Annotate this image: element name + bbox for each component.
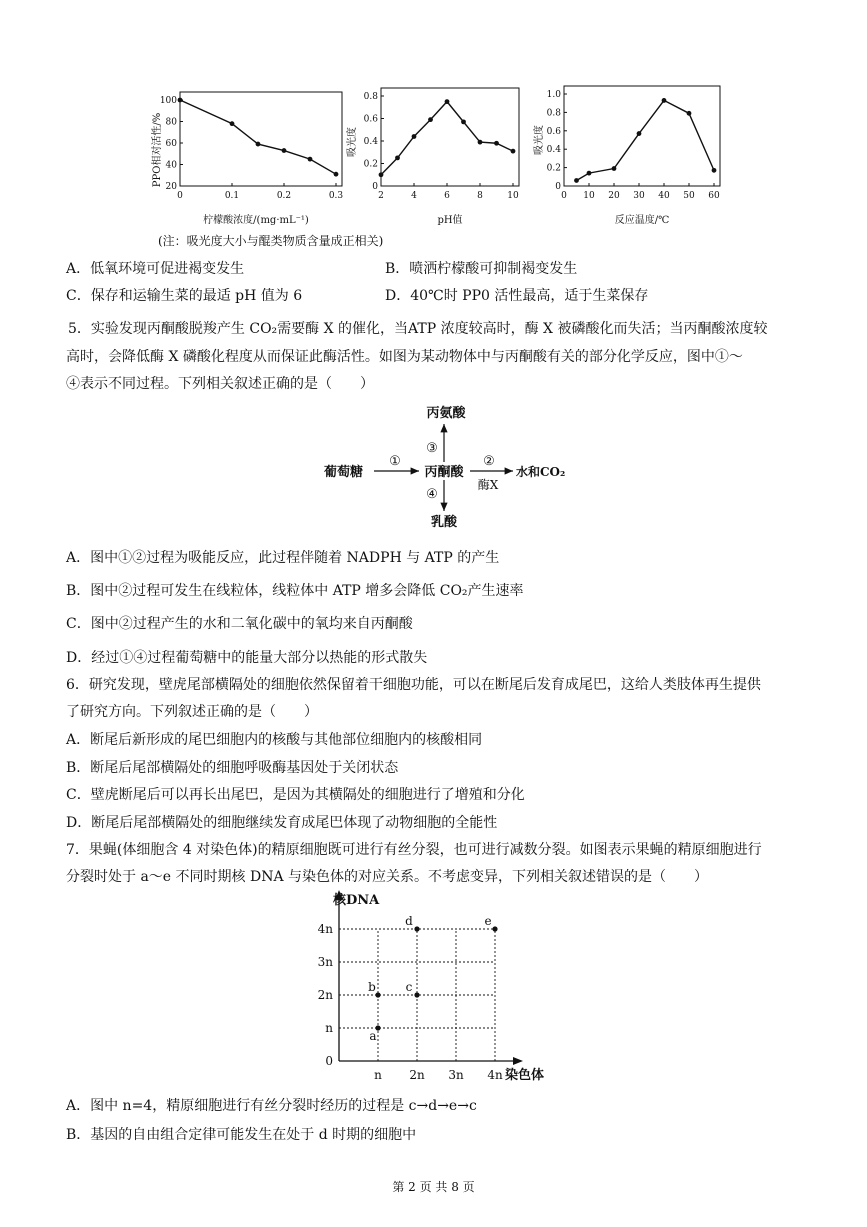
data-point bbox=[412, 134, 417, 139]
chart3-series bbox=[574, 98, 716, 183]
data-point bbox=[282, 148, 287, 153]
y-tick-label: 2n bbox=[317, 988, 333, 1002]
x-tick-label: 8 bbox=[477, 191, 483, 201]
x-tick-label: 60 bbox=[708, 191, 720, 201]
q4-option-a: A．低氧环境可促进褐变发生 bbox=[66, 261, 245, 277]
x-tick-label: 3n bbox=[448, 1068, 464, 1082]
x-tick-label: 0.3 bbox=[328, 191, 344, 201]
y-axis-label: 核DNA bbox=[333, 893, 380, 908]
data-point bbox=[428, 117, 433, 122]
point-label-a: a bbox=[369, 1029, 377, 1043]
q5-option-d: D．经过①④过程葡萄糖中的能量大部分以热能的形式散失 bbox=[66, 650, 428, 666]
data-point bbox=[494, 141, 499, 146]
chart-note: (注：吸光度大小与醌类物质含量成正相关) bbox=[158, 234, 384, 248]
q6-option-b: B．断尾后尾部横隔处的细胞呼吸酶基因处于关闭状态 bbox=[66, 760, 399, 776]
q5-option-a: A．图中①②过程为吸能反应，此过程伴随着 NADPH 与 ATP 的产生 bbox=[66, 550, 500, 566]
chart4-axes bbox=[318, 890, 544, 1083]
point-e bbox=[492, 926, 497, 931]
y-tick-label: 0.8 bbox=[546, 108, 561, 119]
q6-option-d: D．断尾后尾部横隔处的细胞继续发育成尾巴体现了动物细胞的全能性 bbox=[66, 815, 498, 831]
data-point bbox=[612, 166, 617, 171]
q5-stem-3: ④表示不同过程。下列相关叙述正确的是（ ） bbox=[66, 376, 374, 392]
point-c bbox=[414, 992, 419, 997]
dna-chromosome-chart bbox=[305, 886, 565, 1091]
q6-stem-2: 了研究方向。下列叙述正确的是（ ） bbox=[66, 704, 318, 720]
chart3-ylabel: 吸光度 bbox=[534, 125, 545, 155]
q7-option-a: A．图中 n=4，精原细胞进行有丝分裂时经历的过程是 c→d→e→c bbox=[66, 1098, 477, 1114]
diagram-bottom-label: 乳酸 bbox=[430, 515, 458, 530]
y-tick-label: 0.6 bbox=[546, 126, 561, 137]
data-point bbox=[256, 142, 261, 147]
q6-option-a: A．断尾后新形成的尾巴细胞内的核酸与其他部位细胞内的核酸相同 bbox=[66, 732, 483, 748]
diagram-right-label: 水和CO₂ bbox=[516, 465, 566, 479]
x-tick-label: 2n bbox=[409, 1068, 425, 1082]
data-point bbox=[379, 172, 384, 177]
x-axis-label: 染色体 bbox=[505, 1068, 545, 1083]
y-tick-label: 0.6 bbox=[363, 114, 378, 125]
point-label-b: b bbox=[368, 980, 376, 994]
q7-stem-2: 分裂时处于 a～e 不同时期核 DNA 与染色体的对应关系。不考虑变异，下列相关叙述错误的是（ ） bbox=[66, 869, 709, 885]
ppo-citric-chart bbox=[148, 82, 353, 230]
data-point bbox=[395, 155, 400, 160]
y-tick-label: 0.4 bbox=[546, 145, 561, 156]
data-point bbox=[478, 140, 483, 145]
chart2-ylabel: 吸光度 bbox=[347, 127, 358, 157]
point-label-d: d bbox=[405, 914, 413, 928]
y-tick-label: 0.2 bbox=[363, 159, 378, 170]
point-label-c: c bbox=[405, 980, 413, 994]
plot-frame bbox=[564, 86, 720, 186]
x-tick-label: 30 bbox=[633, 191, 645, 201]
q7-stem-1: 7．果蝇(体细胞含 4 对染色体)的精原细胞既可进行有丝分裂，也可进行减数分裂。如图表示果蝇的精原细胞进行 bbox=[66, 842, 762, 858]
data-point bbox=[308, 157, 313, 162]
chart3-axes bbox=[547, 86, 720, 201]
data-point bbox=[712, 168, 717, 173]
temperature-absorbance-chart bbox=[532, 82, 732, 230]
chart1-xlabel: 柠檬酸浓度/(mg·mL⁻¹) bbox=[203, 215, 309, 226]
diagram-c4: ④ bbox=[426, 487, 438, 502]
x-tick-label: 4 bbox=[411, 191, 417, 201]
chart1-series bbox=[178, 98, 339, 177]
x-tick-label: 20 bbox=[608, 191, 620, 201]
diagram-top-label: 丙氨酸 bbox=[426, 406, 466, 421]
y-tick-label: 4n bbox=[317, 922, 333, 936]
data-point bbox=[637, 131, 642, 136]
x-tick-label: n bbox=[374, 1068, 382, 1082]
chart2-series bbox=[379, 99, 516, 177]
diagram-enzyme: 酶X bbox=[477, 478, 499, 492]
chart1-ylabel: PPO相对活性/% bbox=[152, 112, 163, 188]
x-tick-label: 0.2 bbox=[276, 191, 292, 201]
data-point bbox=[662, 98, 667, 103]
series-line bbox=[180, 100, 336, 174]
q6-option-c: C．壁虎断尾后可以再长出尾巴，是因为其横隔处的细胞进行了增殖和分化 bbox=[66, 787, 525, 803]
y-tick-label: 0 bbox=[555, 182, 561, 192]
ph-absorbance-chart bbox=[345, 82, 530, 230]
chart1-axes bbox=[160, 92, 344, 201]
y-tick-label: 20 bbox=[165, 182, 177, 192]
x-tick-label: 0 bbox=[561, 191, 567, 201]
x-tick-label: 4n bbox=[487, 1068, 503, 1082]
pyruvate-diagram bbox=[320, 400, 570, 530]
y-tick-label: 80 bbox=[165, 117, 177, 128]
series-line bbox=[381, 102, 513, 175]
x-tick-label: 2 bbox=[378, 191, 384, 201]
x-tick-label: 0 bbox=[177, 191, 183, 201]
x-tick-label: 40 bbox=[658, 191, 670, 201]
data-point bbox=[511, 149, 516, 154]
series-line bbox=[577, 100, 715, 180]
plot-frame bbox=[180, 92, 342, 186]
y-tick-label: 0 bbox=[372, 182, 378, 192]
y-tick-label: 60 bbox=[165, 139, 177, 149]
x-tick-label: 0.1 bbox=[224, 191, 240, 201]
chart4-points bbox=[368, 914, 497, 1043]
plot-frame bbox=[381, 88, 519, 186]
q5-option-b: B．图中②过程可发生在线粒体，线粒体中 ATP 增多会降低 CO₂产生速率 bbox=[66, 583, 524, 599]
chart3-xlabel: 反应温度/℃ bbox=[614, 215, 670, 226]
data-point bbox=[574, 178, 579, 183]
y-tick-label: 0 bbox=[325, 1054, 333, 1068]
q5-stem-2: 高时，会降低酶 X 磷酸化程度从而保证此酶活性。如图为某动物体中与丙酮酸有关的部分化学反应，图中①～ bbox=[66, 349, 743, 365]
y-tick-label: 0.4 bbox=[363, 137, 378, 147]
data-point bbox=[587, 171, 592, 176]
point-label-e: e bbox=[484, 914, 492, 928]
diagram-left-label: 葡萄糖 bbox=[324, 465, 364, 480]
diagram-center-label: 丙酮酸 bbox=[424, 465, 464, 480]
data-point bbox=[230, 121, 235, 126]
y-tick-label: 40 bbox=[165, 160, 177, 171]
q4-option-b: B．喷洒柠檬酸可抑制褐变发生 bbox=[385, 261, 578, 277]
data-point bbox=[445, 99, 450, 104]
q5-option-c: C．图中②过程产生的水和二氧化碳中的氧均来自丙酮酸 bbox=[66, 616, 413, 632]
y-tick-label: 0.2 bbox=[546, 163, 561, 174]
diagram-c1: ① bbox=[389, 454, 401, 469]
data-point bbox=[334, 172, 339, 177]
y-tick-label: 1.0 bbox=[546, 90, 561, 100]
diagram-c2: ② bbox=[483, 454, 495, 469]
page-footer: 第 2 页 共 8 页 bbox=[392, 1180, 475, 1194]
x-tick-label: 10 bbox=[583, 191, 595, 201]
point-b bbox=[375, 992, 380, 997]
y-tick-label: 0.8 bbox=[363, 92, 378, 102]
point-d bbox=[414, 926, 419, 931]
x-tick-label: 10 bbox=[507, 191, 519, 201]
chart2-xlabel: pH值 bbox=[437, 215, 463, 226]
q5-stem-1: 5．实验发现丙酮酸脱羧产生 CO₂需要酶 X 的催化，当ATP 浓度较高时，酶 X 被磷酸化而失活；当丙酮酸浓度较 bbox=[68, 321, 768, 337]
y-tick-label: 3n bbox=[317, 955, 333, 969]
q6-stem-1: 6．研究发现，壁虎尾部横隔处的细胞依然保留着干细胞功能，可以在断尾后发育成尾巴，这给人类肢体再生提供 bbox=[66, 677, 761, 693]
data-point bbox=[687, 111, 692, 116]
q4-option-c: C．保存和运输生菜的最适 pH 值为 6 bbox=[66, 288, 303, 304]
x-tick-label: 6 bbox=[444, 191, 450, 201]
q7-option-b: B．基因的自由组合定律可能发生在处于 d 时期的细胞中 bbox=[66, 1127, 417, 1143]
x-axis-arrow bbox=[513, 1057, 523, 1065]
diagram-c3: ③ bbox=[426, 441, 438, 456]
y-tick-label: n bbox=[325, 1021, 333, 1035]
y-tick-label: 100 bbox=[159, 96, 177, 106]
data-point bbox=[178, 98, 183, 103]
x-tick-label: 50 bbox=[683, 191, 695, 201]
data-point bbox=[461, 119, 466, 124]
q4-option-d: D．40℃时 PP0 活性最高，适于生菜保存 bbox=[385, 288, 649, 304]
